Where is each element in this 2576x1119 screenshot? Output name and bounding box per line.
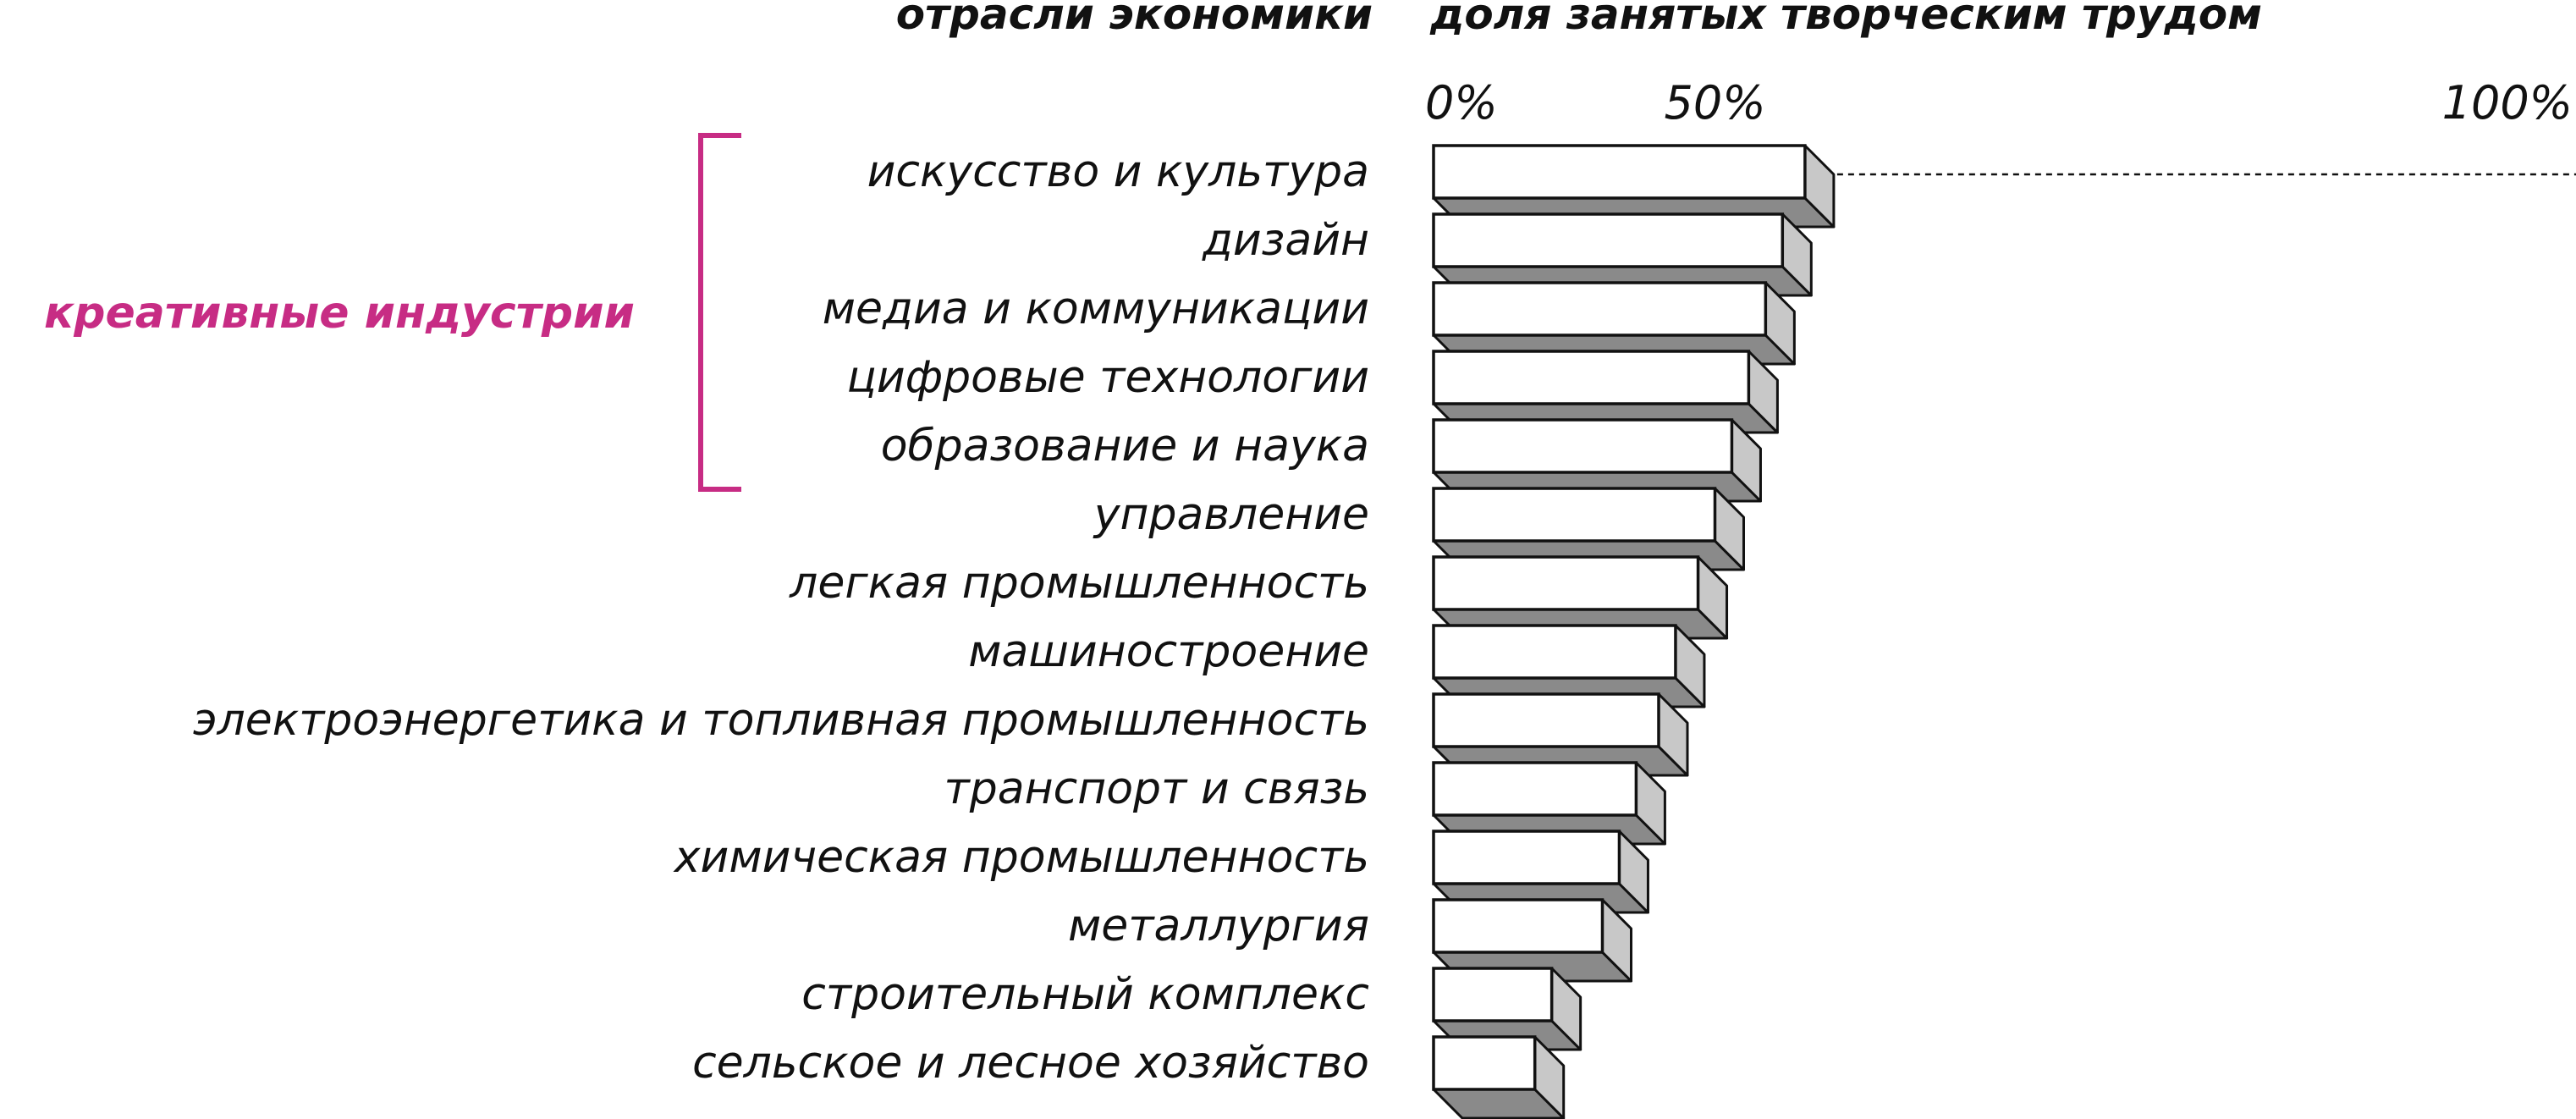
bar-front-face: [1434, 626, 1676, 678]
category-label: образование и наука: [880, 421, 1369, 471]
category-label: транспорт и связь: [944, 763, 1369, 814]
category-label: цифровые технологии: [846, 352, 1369, 403]
bar-front-face: [1434, 557, 1698, 609]
bar-front-face: [1434, 831, 1619, 884]
group-label: креативные индустрии: [44, 288, 635, 339]
bar-front-face: [1434, 283, 1765, 335]
category-label: строительный комплекс: [801, 969, 1369, 1020]
category-label: дизайн: [1202, 215, 1369, 266]
x-tick-label: 0%: [1425, 76, 1498, 130]
bar-front-face: [1434, 900, 1603, 952]
bar: [1434, 1037, 1564, 1118]
x-axis-ticks: [1425, 76, 2573, 130]
bar-front-face: [1434, 146, 1805, 198]
category-label: машиностроение: [968, 626, 1369, 677]
bar-front-face: [1434, 1037, 1535, 1089]
category-label: легкая промышленность: [790, 558, 1369, 609]
bar-front-face: [1434, 694, 1659, 747]
value-header: доля занятых творческим трудом: [1430, 0, 2263, 39]
bar-front-face: [1434, 420, 1731, 472]
bar-front-face: [1434, 488, 1715, 541]
x-tick-label: 50%: [1664, 76, 1766, 130]
category-label: химическая промышленность: [674, 832, 1369, 883]
category-label: управление: [1093, 489, 1369, 540]
category-label: металлургия: [1067, 901, 1369, 951]
category-label: электроэнергетика и топливная промышленность: [192, 695, 1369, 746]
x-tick-label: 100%: [2441, 76, 2573, 130]
bar-front-face: [1434, 763, 1636, 815]
bar-front-face: [1434, 214, 1782, 267]
category-label: медиа и коммуникации: [822, 284, 1369, 334]
group-bracket: [44, 135, 741, 489]
bar-front-face: [1434, 351, 1748, 404]
bars: [1434, 146, 2576, 1118]
group-bracket-line: [701, 135, 741, 489]
bar-front-face: [1434, 968, 1552, 1021]
category-label: искусство и культура: [867, 146, 1369, 197]
category-label: сельское и лесное хозяйство: [692, 1038, 1369, 1089]
category-header: отрасли экономики: [895, 0, 1373, 39]
